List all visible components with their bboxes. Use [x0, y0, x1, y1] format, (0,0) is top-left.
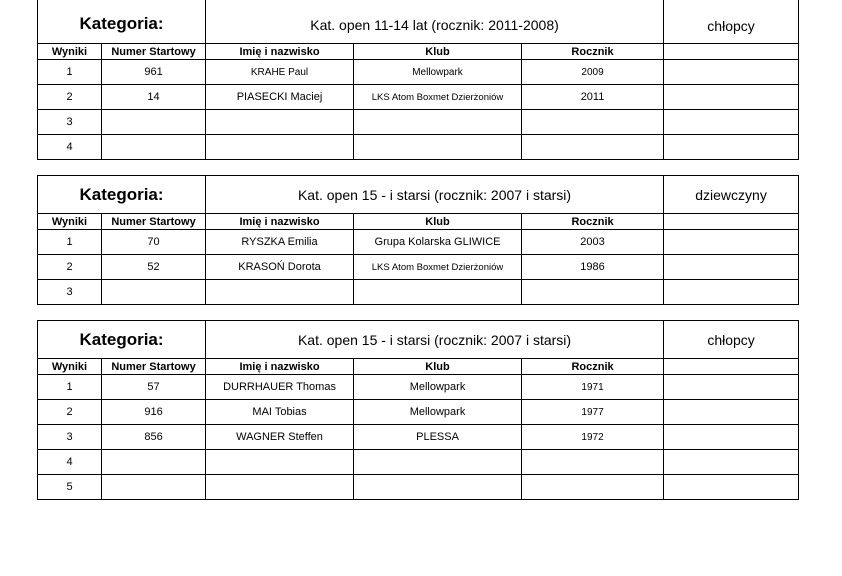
results-table-1	[37, 0, 799, 160]
table-row	[38, 375, 799, 400]
header-klub: Klub	[354, 214, 522, 230]
cell-year	[522, 135, 664, 160]
results-table-2	[37, 175, 799, 305]
cell-place: 3	[38, 280, 102, 305]
cell-start-number	[102, 280, 206, 305]
cell-year: 2009	[522, 60, 664, 85]
cell-start-number	[102, 450, 206, 475]
header-numer-startowy: Numer Startowy	[102, 214, 206, 230]
category-gender: chłopcy	[664, 321, 799, 359]
cell-place: 1	[38, 60, 102, 85]
header-wyniki: Wyniki	[38, 214, 102, 230]
cell-start-number	[102, 475, 206, 500]
cell-club: PLESSA	[354, 425, 522, 450]
cell-empty	[664, 425, 799, 450]
header-rocznik: Rocznik	[522, 359, 664, 375]
cell-start-number	[102, 110, 206, 135]
cell-year	[522, 110, 664, 135]
cell-empty	[664, 375, 799, 400]
header-empty	[664, 44, 799, 60]
table-row	[38, 400, 799, 425]
header-klub: Klub	[354, 44, 522, 60]
cell-place: 3	[38, 425, 102, 450]
cell-place: 1	[38, 375, 102, 400]
cell-name: KRASOŃ Dorota	[206, 255, 354, 280]
cell-name: WAGNER Steffen	[206, 425, 354, 450]
cell-start-number: 856	[102, 425, 206, 450]
cell-place: 4	[38, 450, 102, 475]
cell-year	[522, 475, 664, 500]
table-row	[38, 255, 799, 280]
cell-empty	[664, 400, 799, 425]
category-gender: dziewczyny	[664, 176, 799, 214]
table-row	[38, 425, 799, 450]
cell-place: 1	[38, 230, 102, 255]
cell-year: 1971	[522, 375, 664, 400]
cell-club: Mellowpark	[354, 400, 522, 425]
table-row	[38, 230, 799, 255]
cell-empty	[664, 60, 799, 85]
cell-empty	[664, 475, 799, 500]
header-imie-nazwisko: Imię i nazwisko	[206, 214, 354, 230]
header-wyniki: Wyniki	[38, 44, 102, 60]
cell-club: Grupa Kolarska GLIWICE	[354, 230, 522, 255]
category-row	[38, 176, 799, 214]
cell-club	[354, 450, 522, 475]
cell-name: PIASECKI Maciej	[206, 85, 354, 110]
cell-start-number	[102, 135, 206, 160]
cell-empty	[664, 135, 799, 160]
cell-empty	[664, 85, 799, 110]
table-row	[38, 85, 799, 110]
cell-club	[354, 110, 522, 135]
header-imie-nazwisko: Imię i nazwisko	[206, 44, 354, 60]
header-empty	[664, 214, 799, 230]
table-row	[38, 450, 799, 475]
category-name: Kat. open 11-14 lat (rocznik: 2011-2008)	[206, 0, 664, 44]
cell-start-number: 52	[102, 255, 206, 280]
table-row	[38, 475, 799, 500]
cell-club: Mellowpark	[354, 60, 522, 85]
header-empty	[664, 359, 799, 375]
header-klub: Klub	[354, 359, 522, 375]
header-numer-startowy: Numer Startowy	[102, 44, 206, 60]
cell-empty	[664, 280, 799, 305]
cell-name	[206, 450, 354, 475]
cell-place: 2	[38, 400, 102, 425]
cell-club: LKS Atom Boxmet Dzierżoniów	[354, 85, 522, 110]
cell-name: KRAHE Paul	[206, 60, 354, 85]
cell-empty	[664, 450, 799, 475]
header-rocznik: Rocznik	[522, 214, 664, 230]
cell-year	[522, 450, 664, 475]
category-gender: chłopcy	[664, 0, 799, 44]
category-label: Kategoria:	[38, 0, 206, 44]
results-table-3	[37, 320, 799, 500]
cell-place: 4	[38, 135, 102, 160]
cell-place: 2	[38, 85, 102, 110]
header-row	[38, 44, 799, 60]
table-row	[38, 60, 799, 85]
category-name: Kat. open 15 - i starsi (rocznik: 2007 i starsi)	[206, 176, 664, 214]
header-rocznik: Rocznik	[522, 44, 664, 60]
header-numer-startowy: Numer Startowy	[102, 359, 206, 375]
cell-year: 1977	[522, 400, 664, 425]
category-label: Kategoria:	[38, 176, 206, 214]
cell-club	[354, 135, 522, 160]
category-row	[38, 0, 799, 44]
category-name: Kat. open 15 - i starsi (rocznik: 2007 i starsi)	[206, 321, 664, 359]
cell-club	[354, 475, 522, 500]
cell-name: MAI Tobias	[206, 400, 354, 425]
cell-start-number: 14	[102, 85, 206, 110]
cell-year	[522, 280, 664, 305]
cell-start-number: 961	[102, 60, 206, 85]
category-label: Kategoria:	[38, 321, 206, 359]
cell-empty	[664, 255, 799, 280]
header-wyniki: Wyniki	[38, 359, 102, 375]
cell-name: RYSZKA Emilia	[206, 230, 354, 255]
cell-year: 2011	[522, 85, 664, 110]
cell-year: 1972	[522, 425, 664, 450]
cell-place: 3	[38, 110, 102, 135]
header-row	[38, 359, 799, 375]
cell-year: 2003	[522, 230, 664, 255]
header-row	[38, 214, 799, 230]
cell-name	[206, 475, 354, 500]
cell-start-number: 916	[102, 400, 206, 425]
table-row	[38, 110, 799, 135]
cell-place: 2	[38, 255, 102, 280]
cell-club: Mellowpark	[354, 375, 522, 400]
cell-name	[206, 135, 354, 160]
category-row	[38, 321, 799, 359]
cell-empty	[664, 110, 799, 135]
cell-club: LKS Atom Boxmet Dzierżoniów	[354, 255, 522, 280]
cell-name	[206, 110, 354, 135]
cell-name	[206, 280, 354, 305]
cell-year: 1986	[522, 255, 664, 280]
cell-empty	[664, 230, 799, 255]
cell-start-number: 70	[102, 230, 206, 255]
table-row	[38, 135, 799, 160]
cell-start-number: 57	[102, 375, 206, 400]
cell-club	[354, 280, 522, 305]
cell-name: DURRHAUER Thomas	[206, 375, 354, 400]
table-row	[38, 280, 799, 305]
header-imie-nazwisko: Imię i nazwisko	[206, 359, 354, 375]
cell-place: 5	[38, 475, 102, 500]
